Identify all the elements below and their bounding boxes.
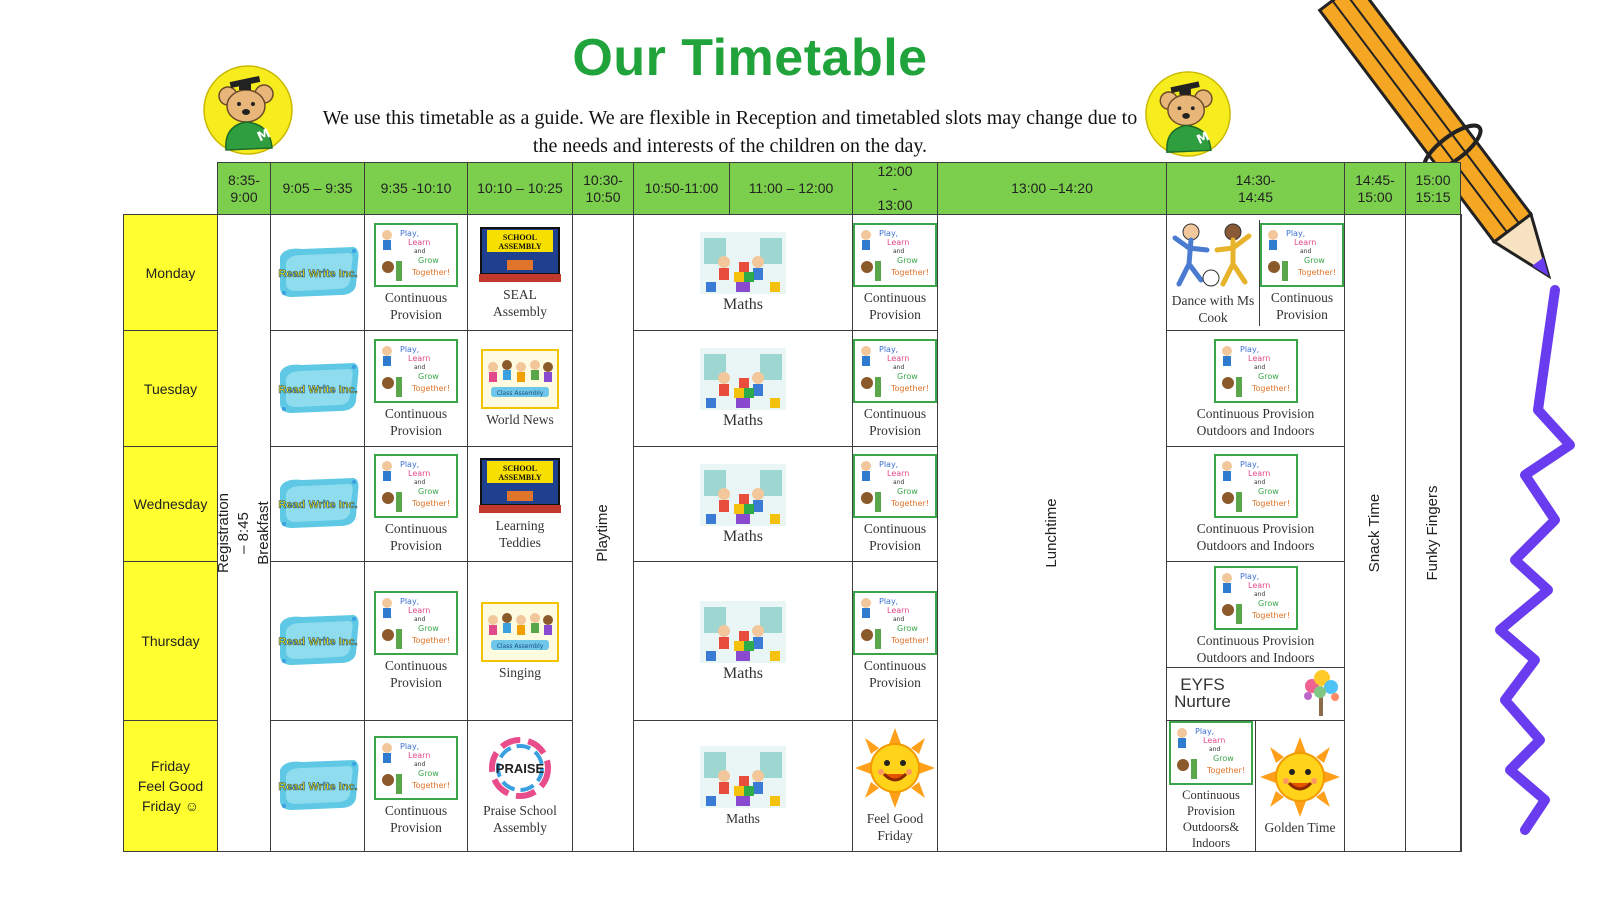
timetable-grid [123, 162, 1462, 852]
svg-text:Play,: Play, [400, 742, 420, 751]
svg-text:ASSEMBLY: ASSEMBLY [498, 473, 542, 482]
time-0935: 9:35 -10:10 [365, 163, 468, 215]
school-assembly-sign-icon [479, 457, 561, 515]
svg-text:Together!: Together! [412, 267, 451, 277]
svg-text:Play,: Play, [1239, 344, 1259, 354]
svg-text:Grow: Grow [897, 487, 918, 496]
row-thursday [124, 562, 1462, 721]
thu-phonics [271, 562, 365, 721]
svg-text:Learn: Learn [408, 606, 431, 615]
svg-text:Grow: Grow [418, 371, 439, 381]
mon-assembly: SCHOOL ASSEMBLY SEAL Assembly [468, 215, 573, 331]
svg-text:SCHOOL: SCHOOL [502, 232, 538, 242]
day-thursday: Thursday [124, 562, 218, 721]
svg-text:Play,: Play, [879, 228, 899, 238]
funky-fingers-cell: Funky Fingers [1406, 215, 1461, 852]
mon-phonics [271, 215, 365, 331]
svg-text:Learn: Learn [887, 353, 910, 363]
maths-classroom-icon [700, 232, 786, 294]
fri-assembly: PRAISE Praise School Assembly [468, 721, 573, 852]
badge-letter-left: M [255, 126, 274, 146]
thu-1100-provision: Play, Learn and Grow Together! Continuous Provision [853, 562, 938, 721]
play-learn-grow-logo-icon [1214, 339, 1298, 403]
svg-text:Play,: Play, [1239, 571, 1259, 581]
svg-text:and: and [414, 761, 426, 768]
svg-text:Play,: Play, [879, 597, 899, 606]
svg-text:Play,: Play, [400, 597, 420, 606]
svg-text:and: and [1253, 363, 1265, 371]
day-monday: Monday [124, 215, 218, 331]
svg-text:Grow: Grow [897, 624, 918, 633]
svg-text:Grow: Grow [1304, 255, 1325, 265]
snack-time-cell: Snack Time [1345, 215, 1406, 852]
svg-text:Together!: Together! [1298, 267, 1337, 277]
svg-text:Read Write Inc.: Read Write Inc. [277, 636, 358, 648]
svg-text:Play,: Play, [400, 344, 420, 354]
play-learn-grow-logo-icon [374, 591, 458, 655]
fri-golden-time: Golden Time [1255, 721, 1344, 851]
svg-text:and: and [1253, 590, 1265, 598]
svg-text:and: and [1209, 746, 1221, 753]
thu-maths: Maths [634, 562, 853, 721]
play-learn-grow-logo-icon [374, 736, 458, 800]
fri-continuous-provision: Play, Learn and Grow Together! Continuous Provision [365, 721, 468, 852]
time-1200: 12:00 - 13:00 [853, 163, 938, 215]
school-assembly-sign-icon [479, 226, 561, 284]
fri-pm-provision: Play, Learn and Grow Together! Continuous Provision Outdoors& Indoors [1167, 721, 1255, 851]
maths-classroom-icon [700, 348, 786, 410]
svg-text:Play,: Play, [400, 228, 420, 238]
svg-text:Learn: Learn [887, 606, 910, 615]
read-write-inc-logo-icon [274, 611, 362, 669]
svg-text:Together!: Together! [412, 499, 451, 508]
maths-classroom-icon [700, 746, 786, 808]
svg-text:Together!: Together! [1251, 499, 1290, 508]
time-1030: 10:30- 10:50 [573, 163, 634, 215]
svg-text:Read Write Inc.: Read Write Inc. [277, 267, 358, 280]
tue-continuous-provision: Play, Learn and Grow Together! Continuous Provision [365, 331, 468, 447]
svg-text:Learn: Learn [408, 751, 431, 760]
svg-text:Grow: Grow [1257, 371, 1279, 381]
teddy-bear-badge-left [202, 64, 294, 156]
svg-text:Class Assembly: Class Assembly [496, 390, 544, 397]
praise-logo-icon [485, 736, 555, 800]
day-wednesday: Wednesday [124, 447, 218, 562]
story-time-cell [1461, 215, 1462, 852]
svg-text:and: and [893, 247, 905, 255]
svg-text:Together!: Together! [891, 267, 930, 277]
svg-text:Together!: Together! [1207, 766, 1246, 775]
thu-assembly: Class Assembly Singing [468, 562, 573, 721]
time-1010: 10:10 – 10:25 [468, 163, 573, 215]
mon-afternoon [1167, 215, 1345, 331]
nurture-tree-icon [1298, 668, 1344, 718]
registration-cell: Registration – 8:45 Breakfast [218, 215, 271, 852]
svg-text:Class Assembly: Class Assembly [496, 642, 544, 650]
thu-continuous-provision: Play, Learn and Grow Together! Continuous Provision [365, 562, 468, 721]
svg-text:Together!: Together! [412, 636, 451, 645]
mon-continuous-provision: Play, Learn and Grow Together! Continuous Provision [365, 215, 468, 331]
svg-text:Read Write Inc.: Read Write Inc. [277, 499, 358, 511]
svg-text:and: and [414, 479, 426, 486]
svg-text:ASSEMBLY: ASSEMBLY [498, 241, 542, 251]
time-1430: 14:30- 14:45 [1167, 163, 1345, 215]
svg-text:Learn: Learn [1247, 353, 1270, 363]
read-write-inc-logo-icon [274, 243, 362, 301]
svg-text:Learn: Learn [887, 469, 910, 478]
svg-text:Read Write Inc.: Read Write Inc. [277, 781, 358, 793]
play-learn-grow-logo-icon [374, 454, 458, 518]
play-learn-grow-logo-icon [374, 339, 458, 403]
row-friday [124, 721, 1462, 852]
lunchtime-cell: Lunchtime [938, 215, 1167, 852]
row-tuesday [124, 331, 1462, 447]
praise-logo-text: PRAISE [495, 761, 545, 776]
time-1050: 10:50-11:00 [634, 163, 730, 215]
svg-text:Together!: Together! [891, 383, 930, 393]
svg-text:Grow: Grow [1213, 754, 1234, 763]
play-learn-grow-logo-icon [853, 454, 937, 518]
svg-text:Play,: Play, [1286, 228, 1306, 238]
time-1300: 13:00 –14:20 [938, 163, 1167, 215]
svg-text:and: and [414, 616, 426, 623]
svg-text:and: and [1253, 479, 1265, 486]
thu-eyfs-nurture: EYFS Nurture [1167, 667, 1344, 718]
header-corner [124, 163, 218, 215]
read-write-inc-logo-icon [274, 359, 362, 417]
wed-afternoon: Play, Learn and Grow Together! Continuous Provision Outdoors and Indoors [1167, 447, 1345, 562]
time-1500: 15:00 15:15 [1406, 163, 1461, 215]
time-0835: 8:35- 9:00 [218, 163, 271, 215]
svg-text:Play,: Play, [879, 344, 899, 354]
svg-text:Together!: Together! [412, 383, 451, 393]
fri-phonics [271, 721, 365, 852]
svg-text:and: and [893, 616, 905, 623]
svg-text:and: and [893, 479, 905, 486]
play-learn-grow-logo-icon [853, 339, 937, 403]
svg-text:Learn: Learn [887, 237, 910, 247]
time-1100: 11:00 – 12:00 [730, 163, 853, 215]
mon-maths: Maths [634, 215, 853, 331]
page-subtitle: We use this timetable as a guide. We are flexible in Reception and timetabled slots may change due to the needs and interests of the children on the day. [322, 107, 1138, 157]
tue-phonics [271, 331, 365, 447]
svg-text:and: and [414, 247, 426, 255]
time-0905: 9:05 – 9:35 [271, 163, 365, 215]
mon-pm-provision: Play, Learn and Grow Together! Continuous Provision [1259, 220, 1344, 326]
wed-maths: Maths [634, 447, 853, 562]
svg-text:Together!: Together! [891, 636, 930, 645]
svg-text:and: and [414, 363, 426, 371]
dancing-children-icon [1167, 220, 1259, 290]
svg-text:Grow: Grow [418, 769, 439, 778]
svg-text:Play,: Play, [1195, 727, 1215, 736]
svg-text:and: and [1300, 247, 1312, 255]
wed-1100-provision: Play, Learn and Grow Together! Continuous Provision [853, 447, 938, 562]
thu-pm-provision: Play, Learn and Grow Together! Continuous Provision Outdoors and Indoors [1167, 565, 1344, 667]
badge-letter-right: M [1194, 128, 1212, 147]
day-tuesday: Tuesday [124, 331, 218, 447]
svg-text:Learn: Learn [408, 237, 431, 247]
row-wednesday [124, 447, 1462, 562]
smiling-sun-icon [853, 728, 937, 808]
play-learn-grow-logo-icon [1260, 223, 1344, 287]
svg-text:Grow: Grow [897, 371, 918, 381]
svg-text:Grow: Grow [418, 487, 439, 496]
read-write-inc-logo-icon [274, 474, 362, 532]
svg-text:Together!: Together! [1251, 383, 1290, 393]
svg-text:Learn: Learn [408, 469, 431, 478]
play-learn-grow-logo-icon [374, 223, 458, 287]
svg-text:Learn: Learn [408, 353, 431, 363]
svg-text:Grow: Grow [418, 255, 439, 265]
svg-text:Learn: Learn [1203, 736, 1226, 745]
svg-text:Learn: Learn [1294, 237, 1317, 247]
tue-maths: Maths [634, 331, 853, 447]
play-learn-grow-logo-icon [1169, 721, 1253, 785]
tue-assembly: Class Assembly World News [468, 331, 573, 447]
time-header-row [124, 163, 1462, 215]
class-assembly-icon [481, 349, 559, 409]
fri-feel-good: Feel Good Friday [853, 721, 938, 852]
svg-text:and: and [893, 363, 905, 371]
wed-phonics [271, 447, 365, 562]
play-learn-grow-logo-icon [853, 223, 937, 287]
read-write-inc-logo-icon [274, 756, 362, 814]
svg-text:Play,: Play, [1239, 460, 1259, 469]
play-learn-grow-logo-icon [1214, 454, 1298, 518]
tue-afternoon: Play, Learn and Grow Together! Continuous Provision Outdoors and Indoors [1167, 331, 1345, 447]
svg-text:Grow: Grow [1257, 598, 1279, 608]
day-friday: Friday Feel Good Friday ☺ [124, 721, 218, 852]
fri-maths: Maths [634, 721, 853, 852]
maths-classroom-icon [700, 464, 786, 526]
page-title: Our Timetable [572, 29, 928, 87]
svg-text:SCHOOL: SCHOOL [502, 464, 538, 473]
teddy-bear-badge-right [1144, 70, 1232, 158]
play-learn-grow-logo-icon [1214, 566, 1298, 630]
wed-assembly: SCHOOL ASSEMBLY Learning Teddies [468, 447, 573, 562]
svg-text:Play,: Play, [879, 460, 899, 469]
fri-afternoon [1167, 721, 1345, 852]
svg-text:Read Write Inc.: Read Write Inc. [277, 383, 358, 396]
svg-text:Grow: Grow [418, 624, 439, 633]
svg-text:Together!: Together! [412, 781, 451, 790]
wed-continuous-provision: Play, Learn and Grow Together! Continuous Provision [365, 447, 468, 562]
tue-1100-provision: Play, Learn and Grow Together! Continuous Provision [853, 331, 938, 447]
time-1445: 14:45- 15:00 [1345, 163, 1406, 215]
playtime-cell: Playtime [573, 215, 634, 852]
class-assembly-icon [481, 602, 559, 662]
thu-afternoon [1167, 562, 1345, 721]
svg-text:Learn: Learn [1247, 469, 1270, 478]
play-learn-grow-logo-icon [853, 591, 937, 655]
mon-1100-provision: Play, Learn and Grow Together! Continuous Provision [853, 215, 938, 331]
mon-dance: Dance with Ms Cook [1167, 220, 1259, 326]
svg-text:Grow: Grow [897, 255, 918, 265]
svg-text:Grow: Grow [1257, 487, 1279, 496]
row-monday [124, 215, 1462, 331]
svg-text:Play,: Play, [400, 460, 420, 469]
smiling-sun-icon [1258, 737, 1342, 817]
svg-text:Together!: Together! [891, 499, 930, 508]
maths-classroom-icon [700, 601, 786, 663]
svg-text:Learn: Learn [1247, 580, 1270, 590]
svg-text:Together!: Together! [1251, 610, 1290, 620]
